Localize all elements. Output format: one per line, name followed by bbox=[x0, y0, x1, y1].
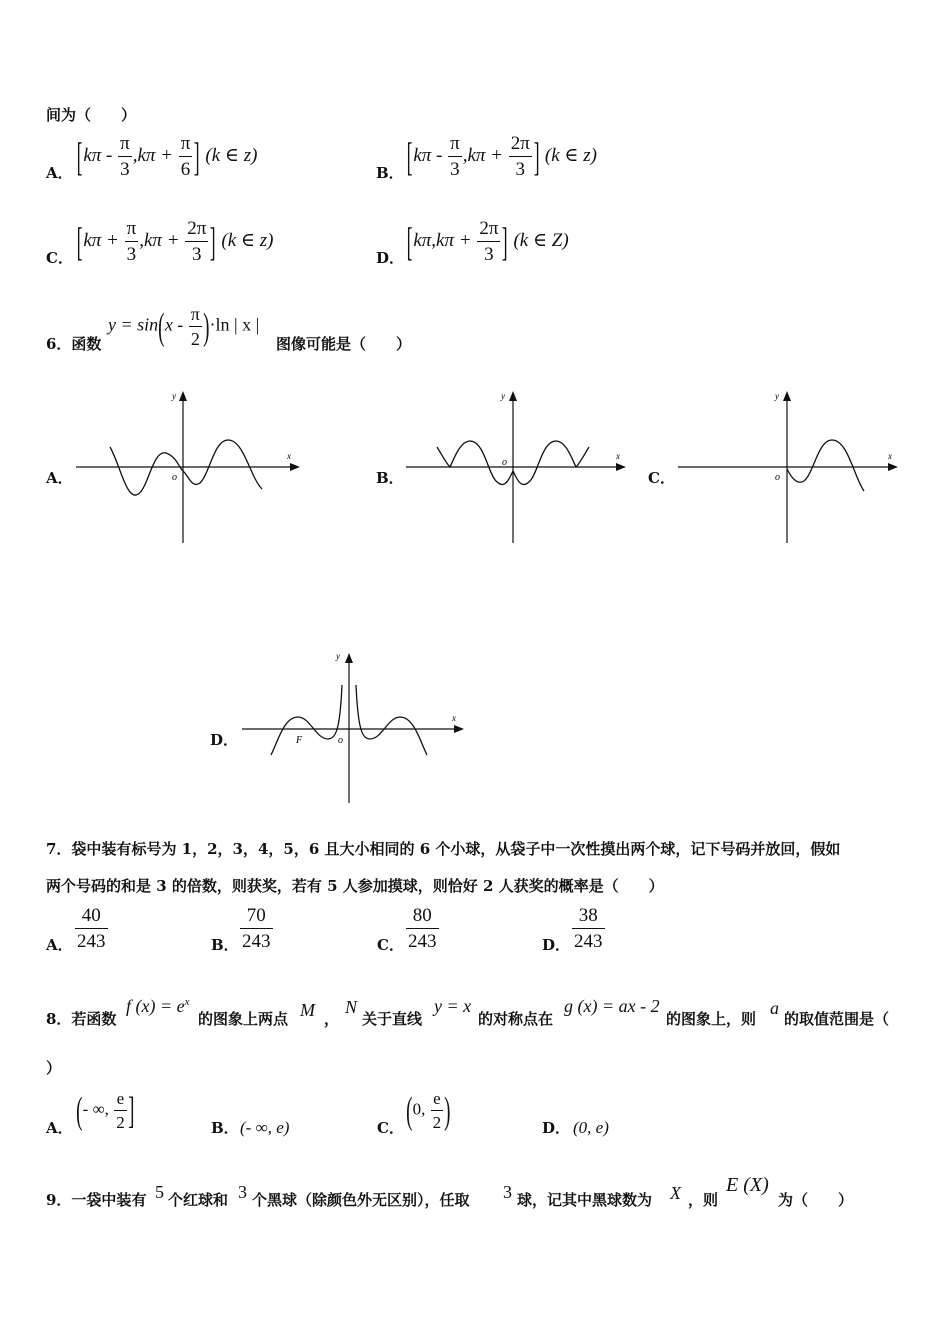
q7-option-d-value: $\frac{38}{243}$ bbox=[574, 905, 603, 952]
q7-option-c-value: $\frac{80}{243}$ bbox=[408, 905, 437, 952]
q5-option-d-label: D． bbox=[376, 249, 405, 267]
q7-option-c-label: C． bbox=[377, 936, 404, 954]
q9-text-6: 为（ ） bbox=[778, 1191, 854, 1209]
q8-formula-g: g (x) = ax - 2 bbox=[564, 996, 660, 1016]
q5-option-a-label: A． bbox=[46, 164, 73, 182]
q8-text-4: 关于直线 bbox=[362, 1010, 423, 1028]
y-axis-label: y bbox=[775, 391, 779, 401]
x-axis-arrow-icon bbox=[888, 463, 898, 471]
q8-text-3: ， bbox=[324, 1010, 340, 1028]
x-axis-label: x bbox=[287, 451, 291, 461]
q5-option-c-label: C． bbox=[46, 249, 73, 267]
q8-point-n: N bbox=[345, 997, 358, 1017]
y-axis-label: y bbox=[172, 391, 176, 401]
q7-option-a-label: A． bbox=[46, 936, 73, 954]
x-axis-arrow-icon bbox=[290, 463, 300, 471]
q9-number-black: 3 bbox=[238, 1182, 247, 1202]
origin-label: o bbox=[338, 735, 343, 746]
q5-option-c-formula: [kπ + $\frac{\pi}{3}$ ,kπ + $\frac{2\pi}{3}$ ] (k ∈ z) bbox=[76, 218, 274, 265]
q7-option-a-value: $\frac{40}{243}$ bbox=[77, 905, 106, 952]
q6-option-b-label: B． bbox=[376, 469, 404, 487]
q6-option-c-label: C． bbox=[648, 469, 675, 487]
q9-expectation: E (X) bbox=[726, 1174, 769, 1196]
q8-option-d-value: (0, e) bbox=[573, 1118, 609, 1137]
q6-graph-d bbox=[236, 645, 476, 810]
q8-prefix: 8．若函数 bbox=[46, 1010, 117, 1028]
q8-text-5: 的对称点在 bbox=[478, 1010, 554, 1028]
x-axis-label: x bbox=[452, 713, 456, 723]
q5-option-b-label: B． bbox=[376, 164, 404, 182]
q7-option-b-label: B． bbox=[211, 936, 239, 954]
y-axis-arrow-icon bbox=[179, 391, 187, 401]
q6-option-d-label: D． bbox=[210, 731, 239, 749]
q8-variable-a: a bbox=[770, 998, 779, 1018]
y-axis-arrow-icon bbox=[509, 391, 517, 401]
q7-option-d-label: D． bbox=[542, 936, 571, 954]
q6-prefix: 6．函数 bbox=[46, 335, 102, 353]
q9-text-2: 个红球和 bbox=[168, 1191, 229, 1209]
y-axis-arrow-icon bbox=[345, 653, 353, 663]
q9-text-3: 个黑球（除颜色外无区别），任取 bbox=[252, 1191, 470, 1209]
q8-text-2: 的图象上两点 bbox=[198, 1010, 289, 1028]
q8-text-7: 的取值范围是（ bbox=[784, 1010, 890, 1028]
q8-option-c-label: C． bbox=[377, 1119, 404, 1137]
x-axis-label: x bbox=[616, 451, 620, 461]
q8-option-d-label: D． bbox=[542, 1119, 571, 1137]
q9-text-4: 球，记其中黑球数为 bbox=[517, 1191, 653, 1209]
q5-option-d-formula: [kπ,kπ + $\frac{2\pi}{3}$ ] (k ∈ Z) bbox=[406, 218, 569, 265]
q7-option-b-value: $\frac{70}{243}$ bbox=[242, 905, 271, 952]
q8-option-b-value: (- ∞, e) bbox=[240, 1118, 290, 1137]
q8-option-a-label: A． bbox=[46, 1119, 73, 1137]
origin-label: o bbox=[775, 472, 780, 483]
curve-left bbox=[271, 685, 342, 755]
q8-formula-f: f $(x) = e^x$ bbox=[126, 996, 190, 1016]
origin-label: o bbox=[502, 457, 507, 468]
q7-line2: 两个号码的和是 3 的倍数，则获奖，若有 5 人参加摸球，则恰好 2 人获奖的概率是（ ） bbox=[46, 877, 664, 895]
q8-point-m: M bbox=[300, 1000, 315, 1020]
curve bbox=[787, 440, 864, 491]
q8-text-6: 的图象上，则 bbox=[666, 1010, 757, 1028]
q6-formula: y = sin(x - $\frac{\pi}{2}$ )·ln | x | bbox=[108, 304, 260, 349]
q8-option-b-label: B． bbox=[211, 1119, 239, 1137]
y-axis-arrow-icon bbox=[783, 391, 791, 401]
x-axis-label: x bbox=[888, 451, 892, 461]
q6-graph-a bbox=[70, 385, 310, 550]
x-axis-arrow-icon bbox=[454, 725, 464, 733]
q5-option-b-formula: [kπ - $\frac{\pi}{3}$ ,kπ + $\frac{2\pi}{3}$ ] (k ∈ z) bbox=[406, 133, 597, 180]
q6-suffix: 图像可能是（ ） bbox=[276, 335, 412, 353]
q9-prefix: 9．一袋中装有 bbox=[46, 1191, 147, 1209]
q7-line1: 7．袋中装有标号为 1，2，3，4，5，6 且大小相同的 6 个小球，从袋子中一次性摸出两个球，记下号码并放回，假如 bbox=[46, 840, 841, 858]
origin-label: o bbox=[172, 472, 177, 483]
q8-formula-line: y = x bbox=[434, 996, 472, 1016]
q9-variable-x: X bbox=[670, 1183, 681, 1203]
y-axis-label: y bbox=[501, 391, 505, 401]
q6-graph-b bbox=[400, 385, 640, 550]
q8-option-c-value: (0, $\frac{e}{2}$ ) bbox=[406, 1089, 451, 1132]
y-axis-label: y bbox=[336, 651, 340, 661]
q6-option-a-label: A． bbox=[46, 469, 73, 487]
x-axis-arrow-icon bbox=[616, 463, 626, 471]
q9-number-red: 5 bbox=[155, 1182, 164, 1202]
point-f-label: F bbox=[296, 735, 303, 746]
q5-option-a-formula: [kπ - $\frac{\pi}{3}$ ,kπ + $\frac{\pi}{6}$ ] (k ∈ z) bbox=[76, 133, 258, 180]
q8-option-a-value: (- ∞, $\frac{e}{2}$ ] bbox=[76, 1089, 135, 1132]
q9-number-take: 3 bbox=[503, 1182, 512, 1202]
header-line: 间为（ ） bbox=[46, 106, 137, 124]
q8-close-paren: ） bbox=[46, 1059, 62, 1077]
q6-graph-c bbox=[672, 385, 908, 550]
curve-right bbox=[356, 685, 427, 755]
q9-text-5: ，则 bbox=[688, 1191, 719, 1209]
